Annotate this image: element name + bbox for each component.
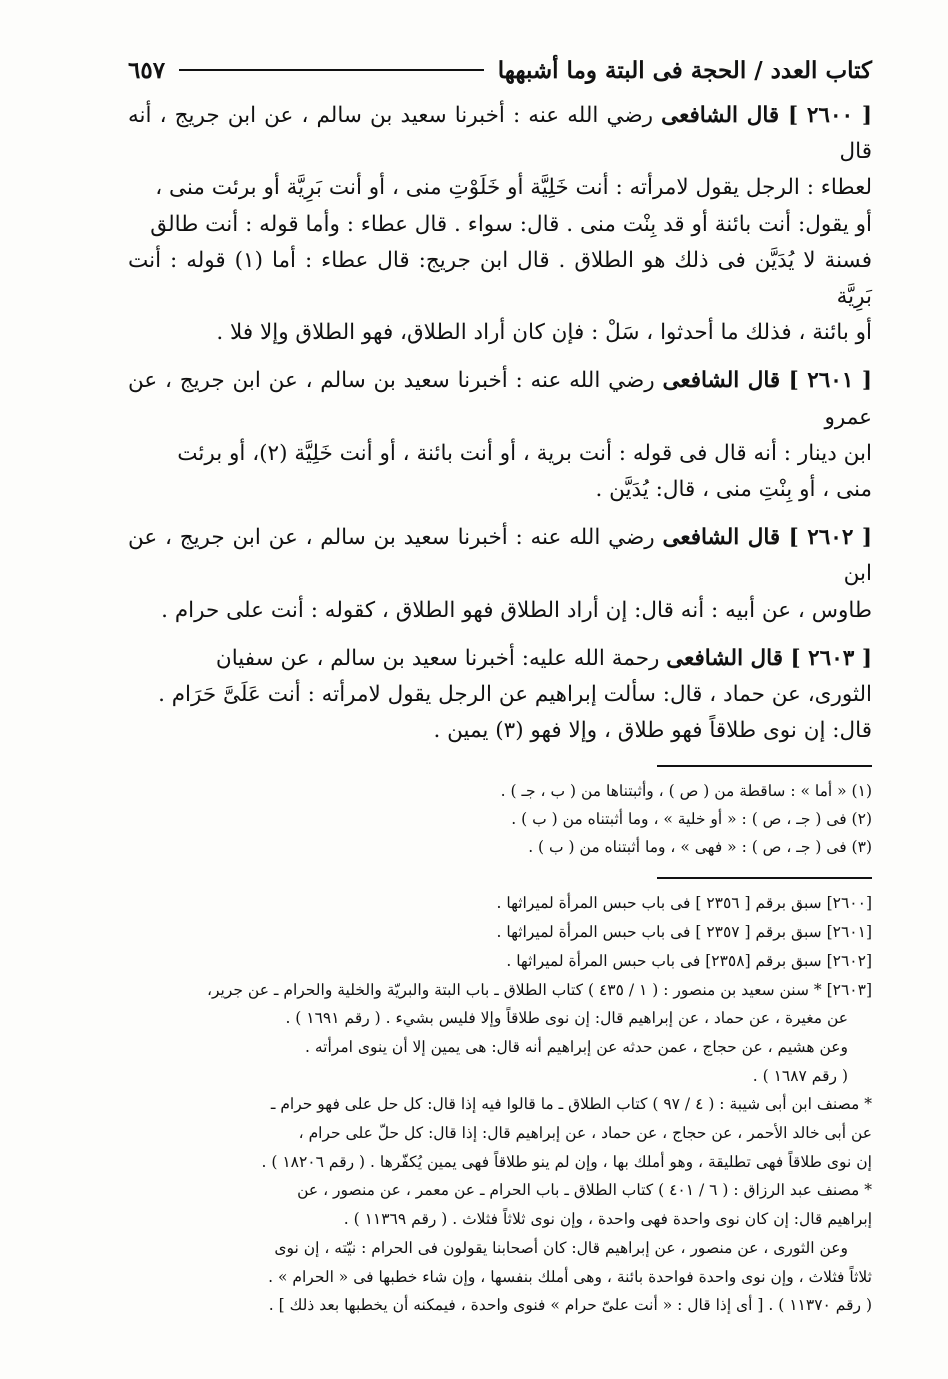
reference-line: [٢٦٠٠] سبق برقم [ ٢٣٥٦ ] فى باب حبس المرأة لميراثها . [496, 894, 872, 913]
reference-line: ( رقم ١١٣٧٠ ) . [ أى إذا قال : « أنت علىّ حرام » فنوى واحدة ، فيمكنه أن يخطبها بعد ذلك ] . [268, 1296, 872, 1315]
line-text: رضي الله عنه : أخبرنا سعيد بن سالم ، عن ابن جريج ، عن ابن [128, 525, 872, 587]
line-text: طاوس ، عن أبيه : أنه قال: إن أراد الطلاق فهو الطلاق ، كقوله : أنت على حرام . [161, 597, 872, 623]
footnote-separator [657, 765, 872, 767]
reference-line: عن أبى خالد الأحمر ، عن حجاج ، عن حماد ، عن إبراهيم قال: إذا قال: كل حلّ على حرام ، [298, 1124, 872, 1143]
line-text: رضي الله عنه : أخبرنا سعيد بن سالم ، عن ابن جريج ، عن عمرو [128, 368, 872, 430]
reference-line: [٢٦٠٢] سبق برقم [٢٣٥٨] فى باب حبس المرأة لميراثها . [506, 951, 872, 970]
line-text: فسنة لا يُدَيَّن فى ذلك هو الطلاق . قال ابن جريج: قال عطاء : أما (١) قوله : أنت بَرِيَّة [128, 247, 872, 310]
reference-line: عن مغيرة ، عن حماد ، عن إبراهيم قال: إن نوى طلاقاً وإلا فليس بشيء . ( رقم ١٦٩١ ) . [285, 1009, 848, 1028]
line-text: قال: إن نوى طلاقاً فهو طلاق ، وإلا فهو (٣) يمين . [433, 718, 872, 744]
running-title: كتاب العدد / الحجة فى البتة وما أشبهها [497, 56, 872, 84]
reference-line: ( رقم ١٦٨٧ ) . [752, 1066, 848, 1085]
line-text: ابن دينار : أنه قال فى قوله : أنت برية ، أو أنت بائنة ، أو أنت خَلِيَّة (٢)، أو برئت [177, 440, 872, 466]
paragraph-line [128, 677, 872, 713]
paragraph-2601 [128, 363, 872, 508]
reference-line: وعن هشيم ، عن حجاج ، عمن حدثه عن إبراهيم أنه قال: هى يمين إلا أن ينوى امرأته . [305, 1037, 848, 1056]
page-header [128, 50, 872, 90]
reference-line: [٢٦٠٣] * سنن سعيد بن منصور : ( ١ / ٤٣٥ ) كتاب الطلاق ـ باب البتة والبريّة والخلية والحرام ـ عن جرير، [206, 980, 872, 999]
reference-line: إبراهيم قال: إن كان نوى واحدة فهى واحدة ، وإن نوى ثلاثاً فثلاث . ( رقم ١١٣٦٩ ) . [343, 1210, 872, 1229]
footnote: (١) « أما » : ساقطة من ( ص ) ، وأثبتناها من ( ب ، جـ ) . [500, 782, 872, 801]
main-text [128, 98, 872, 749]
paragraph-line [128, 593, 872, 629]
line-text: أو يقول: أنت بائنة أو قد بِنْت منى . قال: سواء . قال عطاء : وأما قوله : أنت طالق [150, 211, 872, 237]
paragraph-line [128, 243, 872, 315]
paragraph-line [128, 436, 872, 472]
hadith-heading: [ ٢٦٠١ ] قال الشافعى [662, 368, 872, 394]
hadith-heading: [ ٢٦٠٢ ] قال الشافعى [662, 525, 872, 551]
line-text: أو بائنة ، فذلك ما أحدثوا ، سَلْ : فإن كان أراد الطلاق، فهو الطلاق وإلا فلا . [216, 320, 872, 346]
paragraph-line [128, 520, 872, 592]
paragraph-line [128, 363, 872, 435]
reference-line: وعن الثورى ، عن منصور ، عن إبراهيم قال: كان أصحابنا يقولون فى الحرام : نيّته ، إن نوى [274, 1238, 848, 1257]
line-text: منى ، أو بِنْتِ منى ، قال: يُدَيَّن . [595, 477, 872, 503]
reference-line: [٢٦٠١] سبق برقم [ ٢٣٥٧ ] فى باب حبس المرأة لميراثها . [496, 923, 872, 942]
references-separator [657, 877, 872, 879]
line-text: رحمة الله عليه: أخبرنا سعيد بن سالم ، عن سفيان [215, 645, 667, 671]
reference-line: إن نوى طلاقاً فهى تطليقة ، وهو أملك بها ، وإن لم ينو طلاقاً فهى يمين يُكفّرها . ( رقم ١٨٢٠٦ ) . [261, 1152, 872, 1171]
footnote: (٣) فى ( جـ ، ص ) : « فهى » ، وما أثبتناه من ( ب ) . [528, 838, 872, 857]
header-rule [179, 69, 484, 71]
paragraph-line [128, 472, 872, 508]
reference-line: * مصنف عبد الرزاق : ( ٦ / ٤٠١ ) كتاب الطلاق ـ باب الحرام ـ عن معمر ، عن منصور ، عن [297, 1181, 872, 1200]
footnote: (٢) فى ( جـ ، ص ) : « أو خلية » ، وما أثبتناه من ( ب ) . [511, 810, 872, 829]
references [118, 889, 872, 1320]
paragraph-line [128, 170, 872, 206]
line-text: رضي الله عنه : أخبرنا سعيد بن سالم ، عن ابن جريج ، أنه قال [128, 103, 872, 165]
paragraph-line [128, 315, 872, 351]
paragraph-line [128, 98, 872, 170]
paragraph-line [128, 713, 872, 749]
page-number: ٦٥٧ [128, 56, 166, 84]
hadith-heading: [ ٢٦٠٣ ] قال الشافعى [666, 645, 872, 671]
reference-line: * مصنف ابن أبى شيبة : ( ٤ / ٩٧ ) كتاب الطلاق ـ ما قالوا فيه إذا قال: كل حل على فهو حرام ـ [270, 1095, 872, 1114]
hadith-heading: [ ٢٦٠٠ ] قال الشافعى [661, 103, 872, 128]
paragraph-2600 [128, 98, 872, 351]
paragraph-line [128, 641, 872, 677]
reference-line: ثلاثاً فثلاث ، وإن نوى واحدة فواحدة بائنة ، وهى أملك بنفسها ، وإن شاء خطبها فى « الحرام » . [268, 1267, 872, 1286]
line-text: الثورى، عن حماد ، قال: سألت إبراهيم عن الرجل يقول لامرأته : أنت عَلَىَّ حَرَام . [158, 682, 872, 708]
paragraph-2603 [128, 641, 872, 750]
paragraph-2602 [128, 520, 872, 629]
line-text: لعطاء : الرجل يقول لامرأته : أنت خَلِيَّة أو خَلَوْتِ منى ، أو أنت بَرِيَّة أو برئت منى ، [155, 175, 872, 201]
paragraph-line [128, 207, 872, 243]
footnotes [128, 777, 872, 861]
